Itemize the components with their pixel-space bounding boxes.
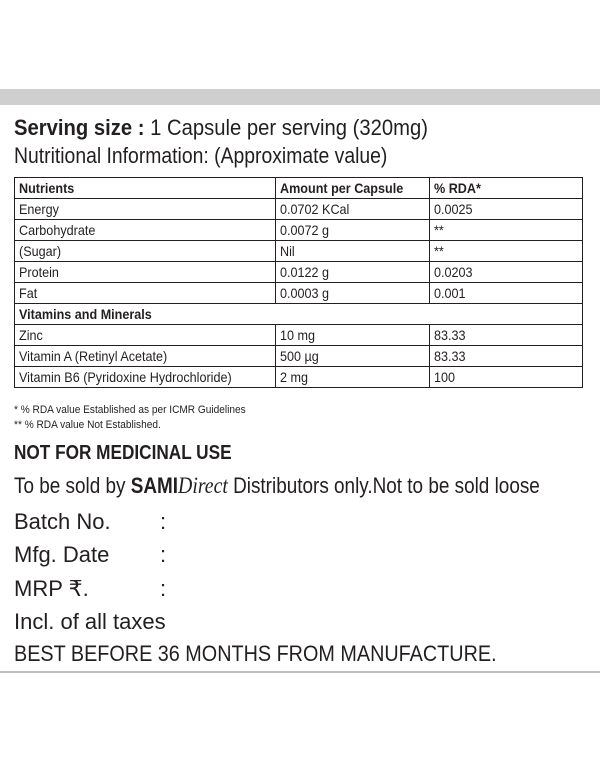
incl-taxes: Incl. of all taxes xyxy=(14,609,166,634)
bottom-divider xyxy=(0,671,600,673)
batch-field xyxy=(14,509,166,535)
batch-label: Batch No. xyxy=(14,509,111,534)
sold-prefix: To be sold by xyxy=(14,473,131,498)
table-row xyxy=(15,241,583,262)
nutrition-table xyxy=(14,177,583,388)
sold-suffix: Distributors only.Not to be sold loose xyxy=(227,473,540,498)
nutrient-amount: 500 µg xyxy=(279,348,319,364)
nutrient-rda: 0.0203 xyxy=(433,264,473,280)
best-before: BEST BEFORE 36 MONTHS FROM MANUFACTURE. xyxy=(14,641,497,666)
nutrient-name: Protein xyxy=(19,264,59,280)
mrp-label: MRP ₹. xyxy=(14,576,89,601)
table-row xyxy=(15,325,583,346)
vitamins-section-title: Vitamins and Minerals xyxy=(19,306,152,322)
mfg-date-field xyxy=(14,542,166,568)
brand-direct: Direct xyxy=(178,473,228,498)
table-row xyxy=(15,367,583,388)
nutrient-amount: 2 mg xyxy=(279,369,308,385)
nutrient-amount: 0.0122 g xyxy=(279,264,329,280)
nutrient-rda: ** xyxy=(433,243,444,259)
table-row xyxy=(15,262,583,283)
sold-by-line xyxy=(14,473,540,499)
not-for-medicinal-use: NOT FOR MEDICINAL USE xyxy=(14,442,232,464)
nutrient-name: Energy xyxy=(19,201,59,217)
nutrient-name: Vitamin A (Retinyl Acetate) xyxy=(19,348,168,364)
nutrient-amount: 10 mg xyxy=(279,327,315,343)
batch-colon: : xyxy=(160,509,167,534)
nutrient-amount: 0.0072 g xyxy=(279,222,329,238)
nutrition-info-heading: Nutritional Information: (Approximate value) xyxy=(14,143,388,168)
nutrient-name: Carbohydrate xyxy=(19,222,96,238)
nutrient-rda: 83.33 xyxy=(433,348,466,364)
header-nutrients: Nutrients xyxy=(15,178,276,199)
nutrient-name: Zinc xyxy=(19,327,43,343)
nutrient-rda: 100 xyxy=(433,369,455,385)
nutrient-amount: 0.0702 KCal xyxy=(279,201,350,217)
nutrient-rda: 83.33 xyxy=(433,327,466,343)
footnote-rda-established: * % RDA value Established as per ICMR Guidelines xyxy=(14,404,246,416)
serving-size-value: 1 Capsule per serving (320mg) xyxy=(144,115,428,140)
table-row xyxy=(15,220,583,241)
table-row xyxy=(15,346,583,367)
nutrient-rda: 0.001 xyxy=(433,285,466,301)
mfg-date-colon: : xyxy=(160,542,167,567)
header-amount: Amount per Capsule xyxy=(275,178,429,199)
serving-size-line xyxy=(14,115,428,141)
mrp-colon: : xyxy=(160,576,167,601)
nutrient-name: (Sugar) xyxy=(19,243,62,259)
table-header-row xyxy=(15,178,583,199)
mrp-field xyxy=(14,576,166,602)
nutrient-rda: 0.0025 xyxy=(433,201,473,217)
nutrient-name: Vitamin B6 (Pyridoxine Hydrochloride) xyxy=(19,369,232,385)
nutrient-name: Fat xyxy=(19,285,38,301)
nutrient-amount: Nil xyxy=(279,243,295,259)
top-gray-band xyxy=(0,89,600,105)
table-row xyxy=(15,199,583,220)
table-row xyxy=(15,283,583,304)
header-rda: % RDA* xyxy=(429,178,582,199)
footnote-rda-not-established: ** % RDA value Not Established. xyxy=(14,419,161,431)
serving-size-label: Serving size : xyxy=(14,115,145,140)
brand-sami: SAMI xyxy=(130,473,179,498)
vitamins-section-row xyxy=(15,304,583,325)
mfg-date-label: Mfg. Date xyxy=(14,542,110,567)
nutrient-amount: 0.0003 g xyxy=(279,285,329,301)
nutrient-rda: ** xyxy=(433,222,444,238)
